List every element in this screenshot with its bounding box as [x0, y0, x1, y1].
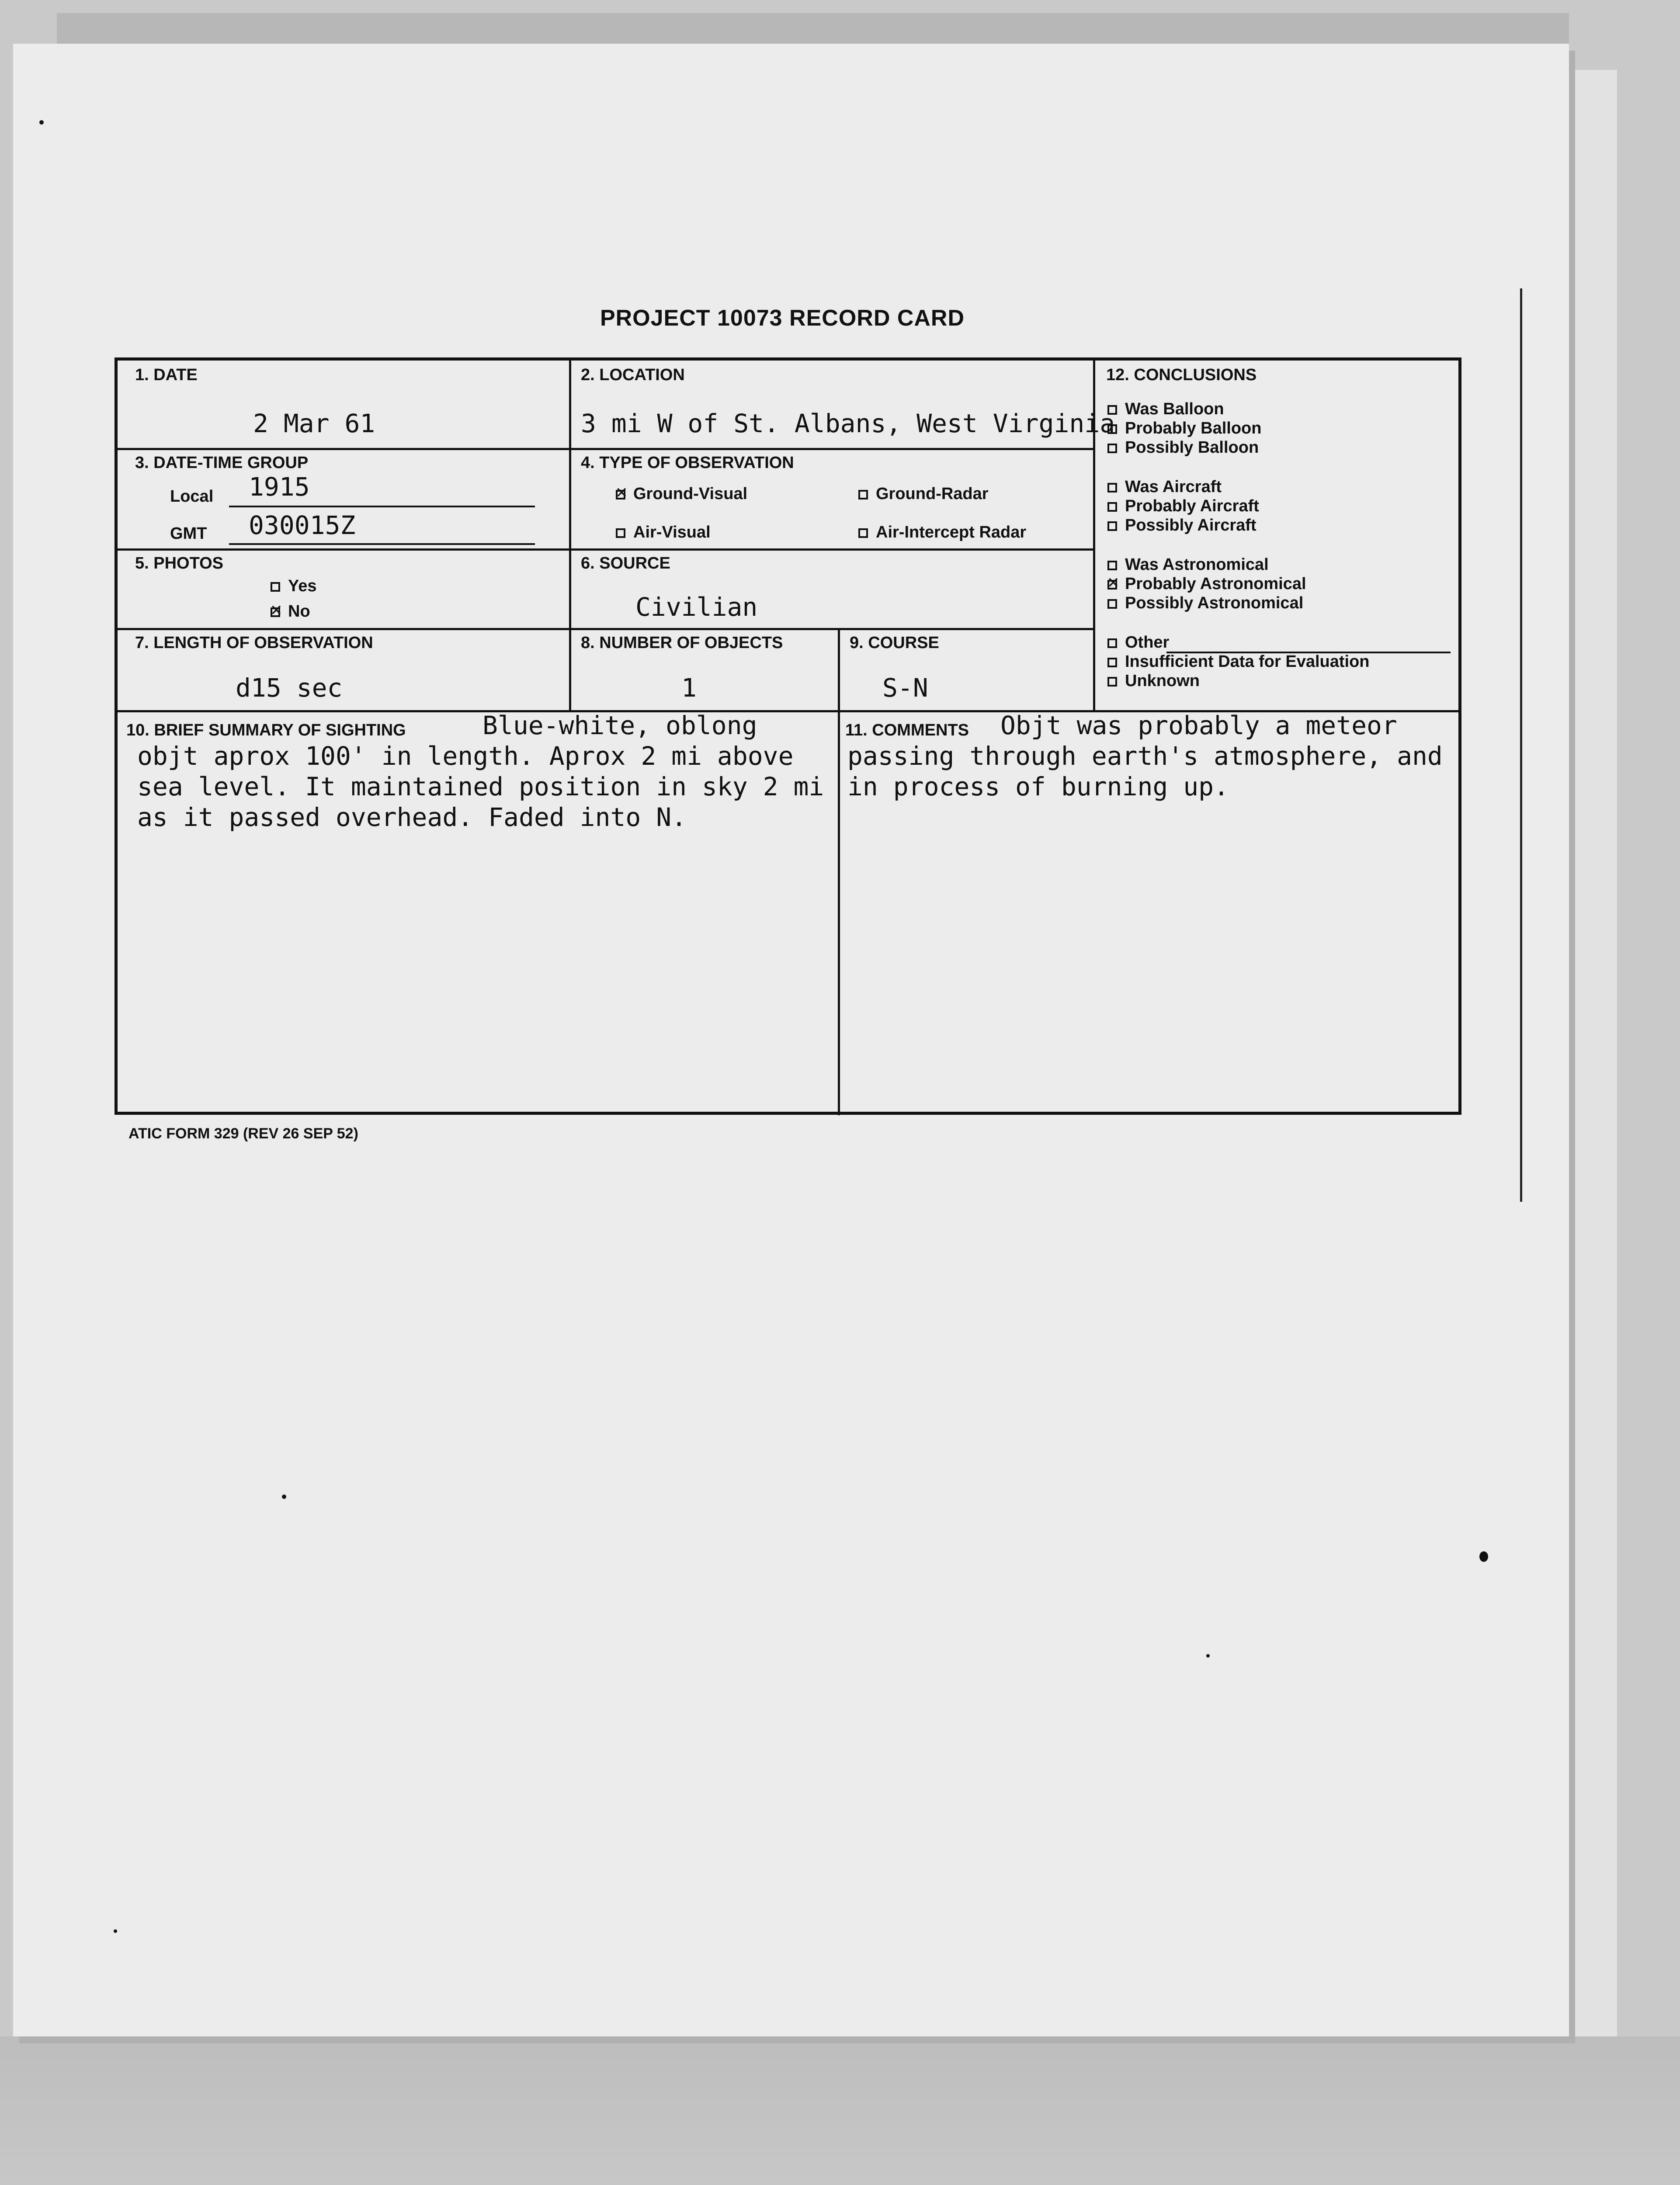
conclusions-label: 12. CONCLUSIONS: [1106, 366, 1257, 384]
comments-label: 11. COMMENTS: [845, 721, 969, 739]
location-label: 2. LOCATION: [581, 366, 685, 384]
local-time-value: 1915: [249, 472, 310, 502]
conclusion-possibly-balloon[interactable]: [1107, 438, 1259, 457]
option-label: Was Astronomical: [1125, 555, 1269, 574]
divider: [838, 628, 840, 1115]
conclusion-was-aircraft[interactable]: [1107, 478, 1222, 496]
course-label: 9. COURSE: [850, 634, 939, 652]
air-intercept-radar-option[interactable]: [858, 523, 1026, 542]
option-label: Was Balloon: [1125, 400, 1224, 418]
length-value: d15 sec: [236, 673, 343, 703]
conclusion-was-balloon[interactable]: [1107, 400, 1224, 419]
conclusion-probably-balloon[interactable]: [1107, 419, 1261, 438]
ground-radar-option[interactable]: [858, 485, 989, 503]
course-value: S-N: [882, 673, 928, 703]
scan-top-edge: [57, 13, 1569, 44]
option-label: Insufficient Data for Evaluation: [1125, 652, 1370, 671]
scan-paper-edge: [1569, 70, 1617, 2054]
option-label: Possibly Balloon: [1125, 438, 1259, 457]
form-number: ATIC FORM 329 (REV 26 SEP 52): [128, 1125, 358, 1142]
card-title: PROJECT 10073 RECORD CARD: [600, 305, 965, 331]
speck: [282, 1495, 286, 1499]
checkbox-checked[interactable]: [271, 607, 280, 617]
speck: [114, 1929, 117, 1933]
checkbox[interactable]: [858, 528, 868, 538]
summary-value: Blue-white, oblong objt aprox 100' in length. Aprox 2 mi above sea level. It maintained position in sky 2 mi as it passed overhead. Faded into N.: [137, 711, 824, 832]
conclusion-possibly-aircraft[interactable]: [1107, 516, 1257, 535]
photos-label: 5. PHOTOS: [135, 554, 224, 572]
conclusion-other[interactable]: [1107, 633, 1169, 652]
divider: [118, 628, 1094, 630]
speck: [1206, 1654, 1210, 1658]
checkbox[interactable]: [1107, 502, 1117, 512]
option-label: Unknown: [1125, 672, 1200, 690]
checkbox[interactable]: [858, 490, 868, 499]
checkbox[interactable]: [1107, 599, 1117, 609]
record-card-page: [13, 44, 1569, 2036]
checkbox[interactable]: [1107, 521, 1117, 531]
checkbox[interactable]: [271, 582, 280, 592]
option-label: Air-Visual: [633, 523, 711, 541]
record-card-form: [115, 357, 1461, 1115]
conclusion-probably-astronomical[interactable]: [1107, 575, 1306, 593]
conclusion-probably-aircraft[interactable]: [1107, 497, 1259, 516]
checkbox[interactable]: [1107, 677, 1117, 687]
source-value: Civilian: [635, 592, 758, 622]
underline: [229, 506, 535, 507]
checkbox-checked[interactable]: [616, 490, 625, 499]
conclusion-possibly-astronomical[interactable]: [1107, 594, 1303, 613]
scan-background: [0, 2036, 1680, 2185]
divider: [118, 548, 1094, 551]
divider: [118, 448, 1094, 450]
option-label: Yes: [288, 577, 317, 595]
date-label: 1. DATE: [135, 366, 198, 384]
air-visual-option[interactable]: [616, 523, 711, 542]
photos-yes-option[interactable]: [271, 577, 317, 596]
checkbox[interactable]: [616, 528, 625, 538]
checkbox[interactable]: [1107, 638, 1117, 648]
type-observation-label: 4. TYPE OF OBSERVATION: [581, 454, 794, 472]
divider: [569, 361, 571, 710]
location-value: 3 mi W of St. Albans, West Virginia: [581, 409, 1115, 438]
option-label: Air-Intercept Radar: [876, 523, 1027, 541]
dtg-label: 3. DATE-TIME GROUP: [135, 454, 309, 472]
comments-value: Objt was probably a meteor passing through earth's atmosphere, and in process of burning up.: [847, 711, 1443, 801]
option-label: Possibly Aircraft: [1125, 516, 1257, 534]
margin-line: [1520, 288, 1522, 1202]
checkbox[interactable]: [1107, 444, 1117, 453]
option-label: Probably Balloon: [1125, 419, 1262, 437]
photos-no-option[interactable]: [271, 602, 310, 621]
number-objects-label: 8. NUMBER OF OBJECTS: [581, 634, 783, 652]
conclusion-was-astronomical[interactable]: [1107, 555, 1269, 574]
summary-label: 10. BRIEF SUMMARY OF SIGHTING: [126, 721, 406, 739]
option-label: Ground-Visual: [633, 485, 748, 503]
conclusion-insufficient-data[interactable]: [1107, 652, 1370, 671]
checkbox[interactable]: [1107, 658, 1117, 667]
date-value: 2 Mar 61: [253, 409, 375, 438]
conclusion-unknown[interactable]: [1107, 672, 1200, 690]
checkbox-checked[interactable]: [1107, 580, 1117, 590]
option-label: Ground-Radar: [876, 485, 989, 503]
source-label: 6. SOURCE: [581, 554, 670, 572]
option-label: Possibly Astronomical: [1125, 594, 1304, 612]
checkbox[interactable]: [1107, 405, 1117, 415]
option-label: Was Aircraft: [1125, 478, 1222, 496]
option-label: Other: [1125, 633, 1170, 652]
local-label: Local: [170, 487, 214, 506]
option-label: Probably Aircraft: [1125, 497, 1259, 515]
checkbox[interactable]: [1107, 483, 1117, 492]
ground-visual-option[interactable]: [616, 485, 747, 503]
speck: [1479, 1551, 1488, 1562]
underline: [229, 543, 535, 545]
speck: [39, 120, 44, 125]
checkbox[interactable]: [1107, 561, 1117, 570]
length-label: 7. LENGTH OF OBSERVATION: [135, 634, 373, 652]
option-label: Probably Astronomical: [1125, 575, 1306, 593]
number-objects-value: 1: [681, 673, 697, 703]
gmt-value: 030015Z: [249, 510, 356, 540]
checkbox[interactable]: [1107, 424, 1117, 434]
option-label: No: [288, 602, 310, 621]
gmt-label: GMT: [170, 524, 207, 543]
